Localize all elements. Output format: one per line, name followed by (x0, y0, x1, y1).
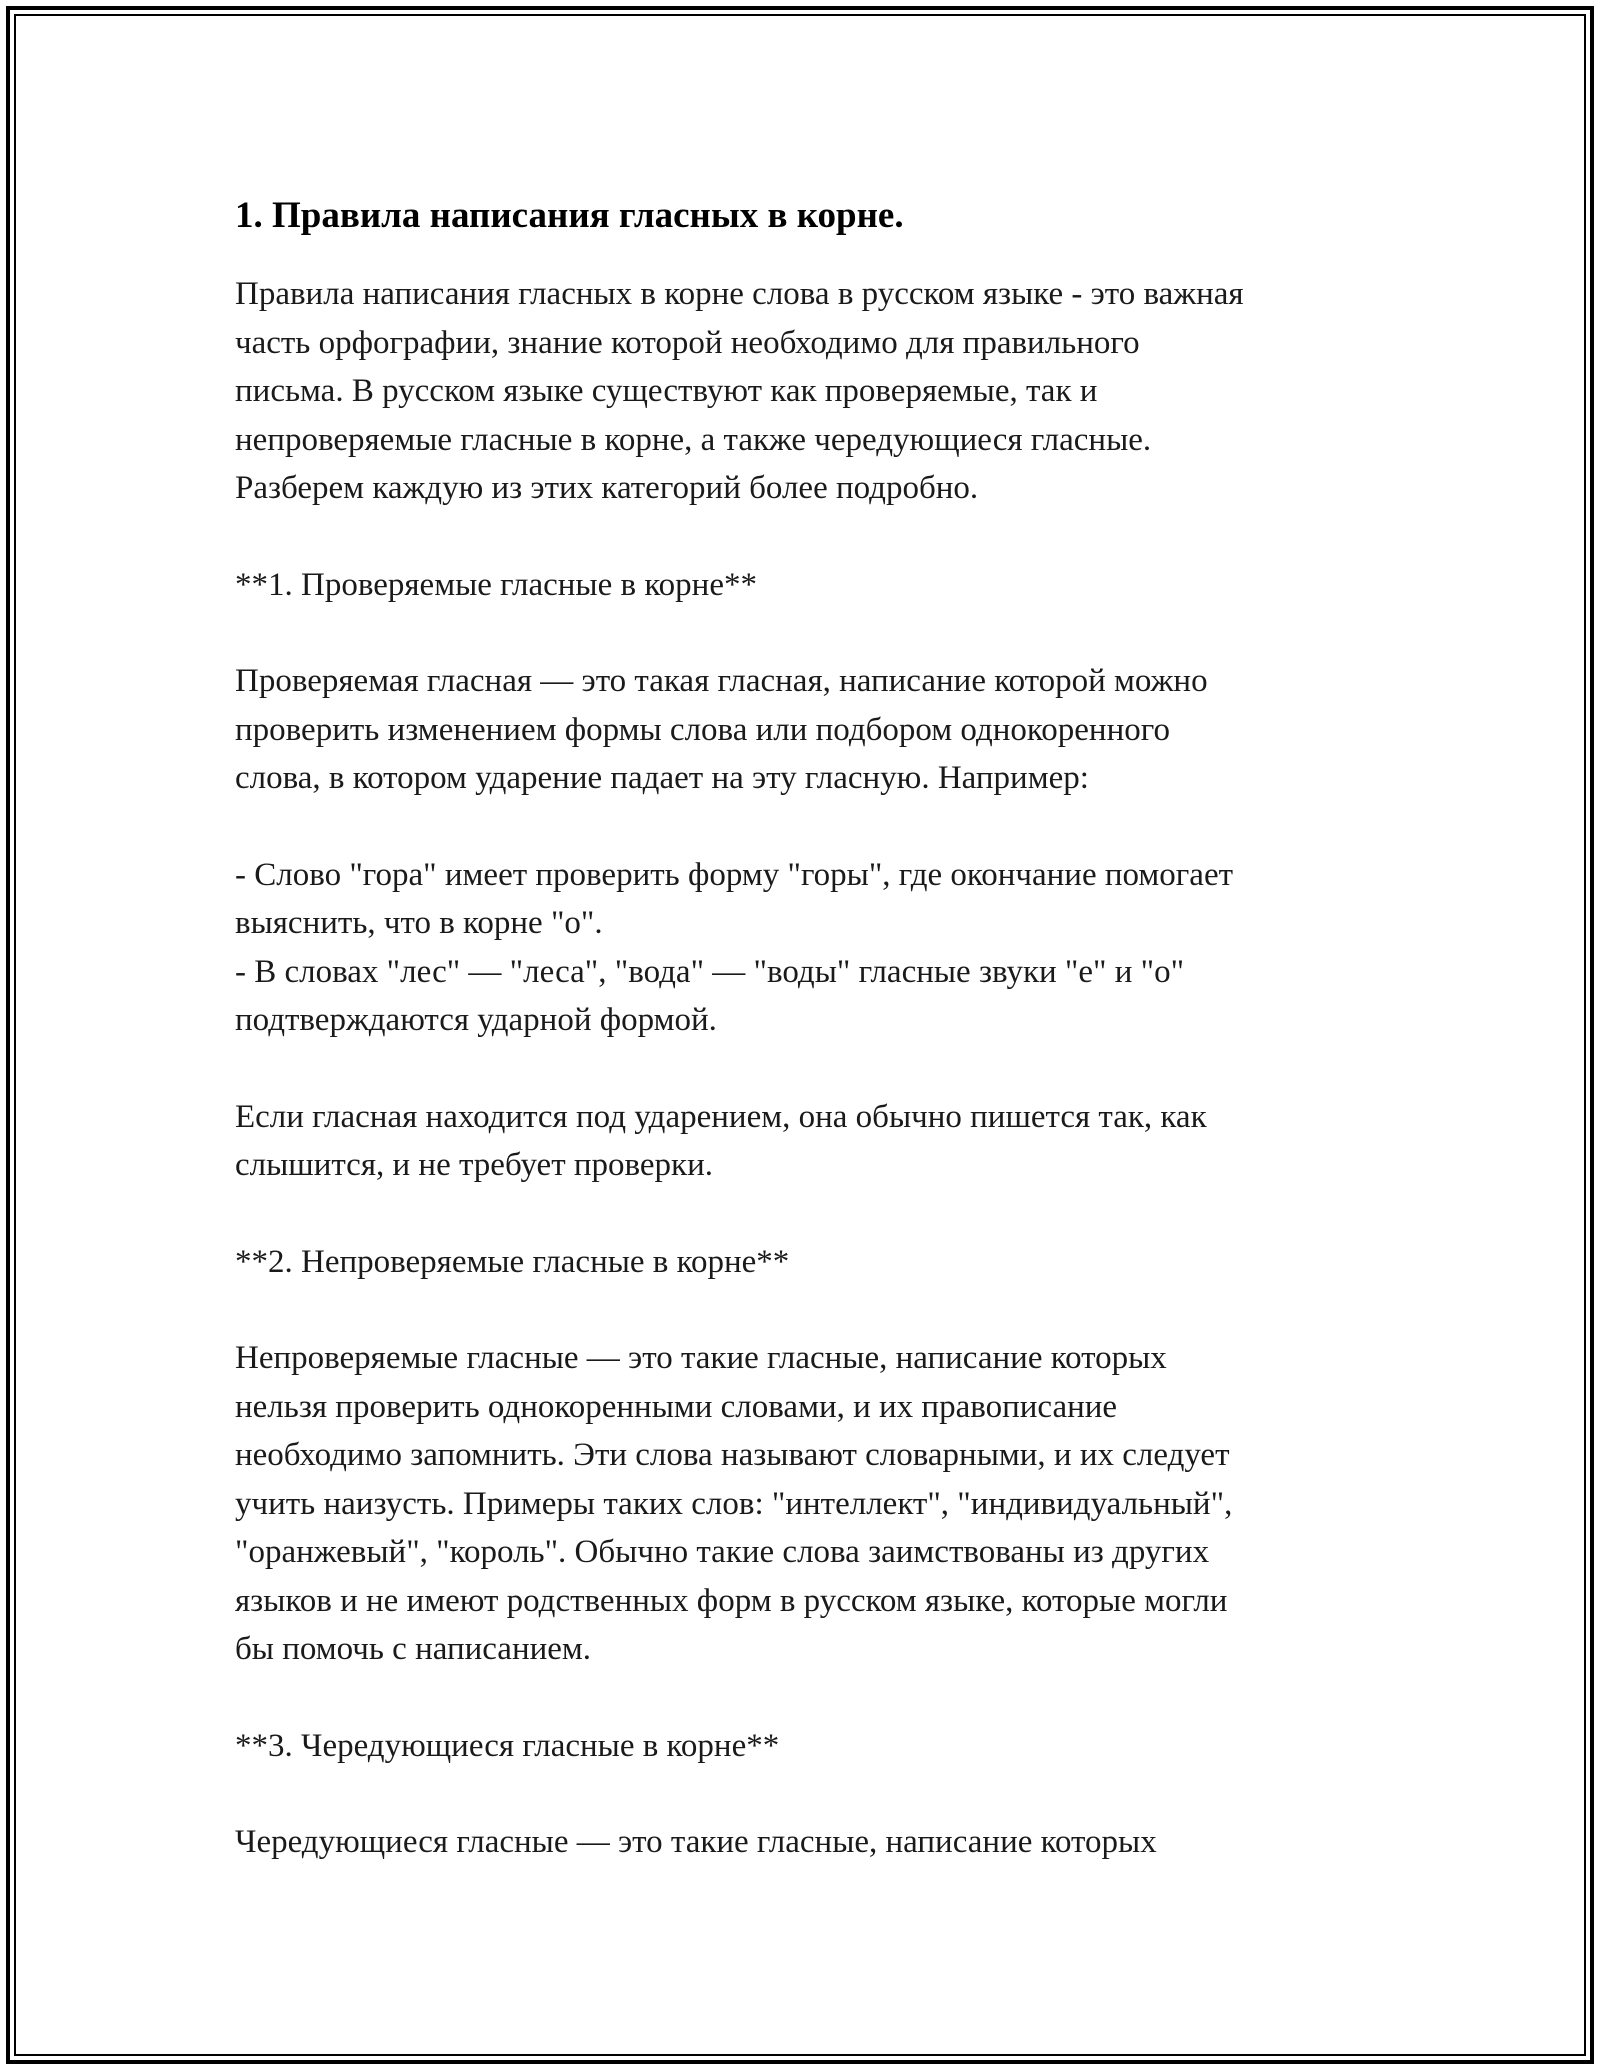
text-line: нельзя проверить однокоренными словами, и их правописание (235, 1388, 1118, 1425)
document-heading: 1. Правила написания гласных в корне. (235, 195, 904, 236)
unchecked-vowels-paragraph (235, 1334, 1375, 1674)
text-line: часть орфографии, знание которой необходимо для правильного (235, 324, 1140, 361)
alternating-vowels-paragraph (235, 1818, 1375, 1867)
text-line: непроверяемые гласные в корне, а также чередующиеся гласные. (235, 421, 1152, 458)
text-line: Чередующиеся гласные — это такие гласные, написание которых (235, 1824, 1157, 1860)
text-line: Непроверяемые гласные — это такие гласные, написание которых (235, 1340, 1167, 1376)
list-item-line: подтверждаются ударной формой. (235, 1002, 717, 1038)
text-line: **3. Чередующиеся гласные в корне** (235, 1727, 780, 1764)
text-line: необходимо запомнить. Эти слова называют словарными, и их следует (235, 1437, 1230, 1473)
document-body (235, 190, 1375, 1867)
text-line: "оранжевый", "король". Обычно такие слова заимствованы из других (235, 1534, 1210, 1570)
list-item-line: - Слово "гора" имеет проверить форму "горы", где окончание помогает (235, 856, 1234, 893)
text-line: слышится, и не требует проверки. (235, 1147, 714, 1183)
text-line: **1. Проверяемые гласные в корне** (235, 566, 757, 603)
stressed-vowel-note (235, 1093, 1375, 1190)
text-line: учить наизусть. Примеры таких слов: "интеллект", "индивидуальный", (235, 1485, 1233, 1522)
section-heading-unchecked-vowels (235, 1238, 1375, 1287)
text-line: Разберем каждую из этих категорий более подробно. (235, 470, 979, 506)
text-line: слова, в котором ударение падает на эту гласную. Например: (235, 760, 1089, 796)
section-heading-checked-vowels (235, 561, 1375, 610)
text-line: письма. В русском языке существуют как проверяемые, так и (235, 373, 1098, 409)
text-line: Если гласная находится под ударением, она обычно пишется так, как (235, 1098, 1207, 1135)
text-line: языков и не имеют родственных форм в русском языке, которые могли (235, 1582, 1228, 1619)
section-heading-alternating-vowels (235, 1722, 1375, 1771)
text-line: Проверяемая гласная — это такая гласная, написание которой можно (235, 663, 1208, 699)
text-line: бы помочь с написанием. (235, 1631, 592, 1667)
intro-paragraph (235, 270, 1375, 513)
checked-vowels-paragraph (235, 657, 1375, 803)
text-line: **2. Непроверяемые гласные в корне** (235, 1243, 790, 1280)
text-line: проверить изменением формы слова или подбором однокоренного (235, 711, 1170, 748)
text-line: Правила написания гласных в корне слова в русском языке - это важная (235, 276, 1244, 312)
checked-vowels-examples (235, 851, 1375, 1045)
list-item-line: - В словах "лес" — "леса", "вода" — "воды" гласные звуки "е" и "о" (235, 953, 1185, 990)
list-item-line: выяснить, что в корне "о". (235, 905, 603, 941)
